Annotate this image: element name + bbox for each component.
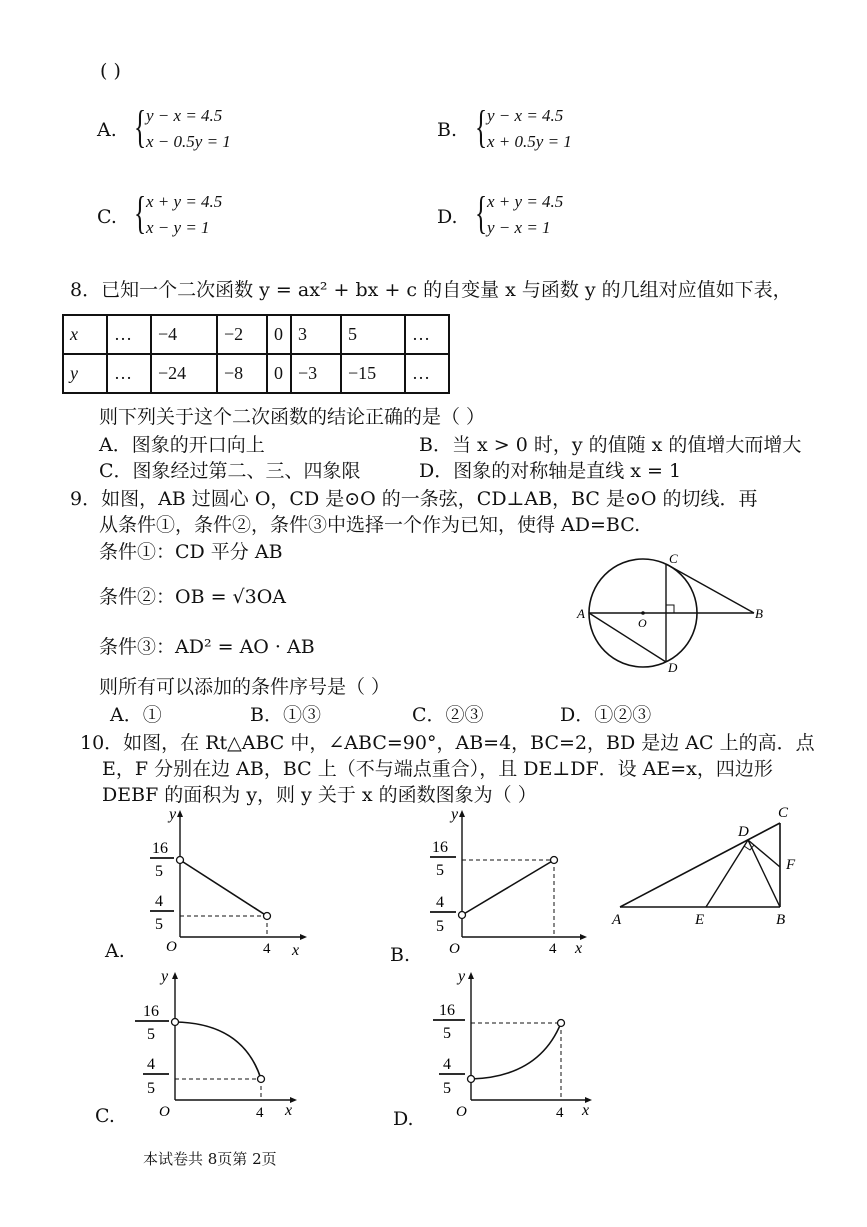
label-a: A	[577, 606, 585, 621]
graph-a	[140, 805, 310, 955]
brace-icon: {	[475, 101, 488, 152]
right-angle-mark	[666, 605, 674, 613]
y-axis-label: y	[458, 968, 466, 985]
tick-5: 5	[436, 862, 444, 879]
q8-question: 则下列关于这个二次函数的结论正确的是（ ）	[99, 406, 486, 428]
equation-line: x − 0.5y = 1	[146, 132, 231, 151]
table-row	[63, 315, 449, 354]
label-b: B	[755, 606, 763, 621]
label-d: D	[668, 660, 678, 675]
q9-option-d: D．①②③	[560, 704, 652, 726]
q7-option-a-label: A.	[97, 119, 117, 141]
tick-5: 5	[436, 918, 444, 935]
altitude-bd	[748, 840, 780, 907]
label-c: C	[778, 805, 789, 821]
open-endpoint	[177, 857, 184, 864]
q9-question: 则所有可以添加的条件序号是（ ）	[99, 676, 391, 698]
arrow-icon	[172, 972, 178, 979]
q7-option-d-label: D.	[437, 206, 458, 228]
table-cell: 0	[267, 315, 291, 354]
graph-b	[420, 805, 590, 955]
x-tick-4: 4	[556, 1105, 564, 1121]
open-endpoint	[468, 1076, 475, 1083]
brace-icon: {	[134, 187, 147, 238]
origin-label: O	[449, 941, 460, 955]
table-cell: −8	[217, 354, 267, 393]
arrow-icon	[468, 972, 474, 979]
q10-stem-line2: E，F 分别在边 AB，BC 上（不与端点重合），且 DE⊥DF．设 AE=x，四边形	[102, 758, 773, 780]
tick-16: 16	[143, 1003, 159, 1020]
q10-stem-line1: 10．如图，在 Rt△ABC 中，∠ABC=90°，AB=4，BC=2，BD 是边 AC 上的高．点	[80, 732, 815, 754]
table-cell: y	[63, 354, 107, 393]
open-endpoint	[459, 912, 466, 919]
page-footer: 本试卷共 8页第 2页	[143, 1150, 277, 1168]
open-endpoint	[264, 913, 271, 920]
label-o: O	[638, 616, 647, 630]
origin-label: O	[159, 1104, 170, 1120]
x-axis-label: x	[575, 940, 583, 955]
brace-icon: {	[134, 101, 147, 152]
y-axis-label: y	[169, 806, 177, 823]
graph-line	[180, 860, 267, 916]
tick-5: 5	[443, 1080, 451, 1097]
q8-option-b: B．当 x > 0 时，y 的值随 x 的值增大而增大	[419, 434, 802, 456]
q9-condition-2: 条件②：OB = √3OA	[99, 586, 287, 608]
q9-option-c: C．②③	[412, 704, 484, 726]
table-cell: …	[405, 315, 449, 354]
arrow-icon	[177, 810, 183, 817]
x-axis-label: x	[582, 1102, 590, 1119]
segment-ad	[589, 613, 666, 662]
equation-line: x − y = 1	[146, 218, 210, 237]
equation-line: y − x = 4.5	[146, 106, 223, 125]
center-point	[641, 611, 645, 615]
graph-d-label: D.	[393, 1108, 414, 1130]
table-cell: −3	[291, 354, 341, 393]
q9-condition-3: 条件③：AD² = AO · AB	[99, 636, 315, 658]
tick-5: 5	[155, 916, 163, 933]
origin-label: O	[166, 939, 177, 955]
label-e: E	[695, 912, 705, 928]
tangent-bc	[666, 564, 754, 613]
segment-ac	[620, 823, 780, 907]
table-cell: 5	[341, 315, 405, 354]
label-f: F	[786, 857, 796, 873]
graph-c	[125, 965, 305, 1125]
q9-stem-line1: 9．如图，AB 过圆心 O，CD 是⊙O 的一条弦，CD⊥AB，BC 是⊙O 的切线．再	[70, 488, 758, 510]
x-tick-4: 4	[256, 1105, 264, 1121]
table-row	[63, 354, 449, 393]
q8-stem: 8．已知一个二次函数 y = ax² + bx + c 的自变量 x 与函数 y 的几组对应值如下表，	[70, 279, 792, 301]
q10-stem-line3: DEBF 的面积为 y，则 y 关于 x 的函数图象为（ ）	[102, 784, 537, 806]
q7-answer-paren: ( )	[100, 60, 121, 82]
label-d: D	[738, 824, 749, 840]
tick-5: 5	[147, 1080, 155, 1097]
table-cell: −4	[151, 315, 217, 354]
x-axis-label: x	[285, 1102, 293, 1119]
graph-d	[425, 965, 605, 1125]
equation-line: y − x = 4.5	[487, 106, 564, 125]
tick-16: 16	[152, 840, 168, 857]
tick-5: 5	[443, 1025, 451, 1042]
graph-c-label: C.	[95, 1105, 115, 1127]
graph-curve	[471, 1023, 561, 1079]
table-cell: −2	[217, 315, 267, 354]
table-cell: …	[107, 354, 151, 393]
y-axis-label: y	[161, 968, 169, 985]
table-cell: −24	[151, 354, 217, 393]
x-tick-4: 4	[263, 941, 271, 955]
label-b: B	[776, 912, 786, 928]
q9-stem-line2: 从条件①，条件②，条件③中选择一个作为已知，使得 AD=BC.	[99, 514, 641, 536]
q9-option-a: A．①	[110, 704, 162, 726]
open-endpoint	[258, 1076, 265, 1083]
table-cell: …	[405, 354, 449, 393]
tick-4: 4	[436, 894, 444, 911]
open-endpoint	[558, 1020, 565, 1027]
arrow-icon	[300, 934, 307, 940]
q8-value-table	[62, 314, 450, 394]
equation-line: x + y = 4.5	[487, 192, 564, 211]
x-tick-4: 4	[549, 941, 557, 955]
table-cell: 0	[267, 354, 291, 393]
graph-line	[462, 860, 554, 915]
equation-line: x + 0.5y = 1	[487, 132, 572, 151]
graph-b-label: B.	[390, 944, 411, 966]
x-axis-label: x	[292, 942, 300, 955]
q7-option-c-label: C.	[97, 206, 117, 228]
q9-condition-1: 条件①：CD 平分 AB	[99, 541, 283, 563]
tick-4: 4	[147, 1056, 155, 1073]
open-endpoint	[172, 1019, 179, 1026]
equation-line: x + y = 4.5	[146, 192, 223, 211]
q9-circle-figure	[570, 548, 770, 678]
tick-4: 4	[155, 893, 163, 910]
table-cell: x	[63, 315, 107, 354]
q7-option-b-label: B.	[437, 119, 458, 141]
y-axis-label: y	[451, 806, 459, 823]
q10-triangle-figure	[610, 800, 810, 930]
segment-df	[748, 840, 780, 867]
table-cell: −15	[341, 354, 405, 393]
q8-option-a: A．图象的开口向上	[99, 434, 265, 456]
origin-label: O	[456, 1104, 467, 1120]
tick-5: 5	[147, 1026, 155, 1043]
arrow-icon	[459, 810, 465, 817]
graph-a-label: A.	[105, 940, 125, 962]
label-a: A	[612, 912, 622, 928]
label-c: C	[669, 551, 678, 566]
table-cell: 3	[291, 315, 341, 354]
brace-icon: {	[475, 187, 488, 238]
tick-16: 16	[432, 839, 448, 856]
q8-option-d: D．图象的对称轴是直线 x = 1	[419, 460, 682, 482]
q8-option-c: C．图象经过第二、三、四象限	[99, 460, 361, 482]
open-endpoint	[551, 857, 558, 864]
graph-curve	[175, 1022, 261, 1079]
q9-option-b: B．①③	[250, 704, 321, 726]
tick-5: 5	[155, 863, 163, 880]
equation-line: y − x = 1	[487, 218, 551, 237]
tick-4: 4	[443, 1056, 451, 1073]
tick-16: 16	[439, 1002, 455, 1019]
table-cell: …	[107, 315, 151, 354]
